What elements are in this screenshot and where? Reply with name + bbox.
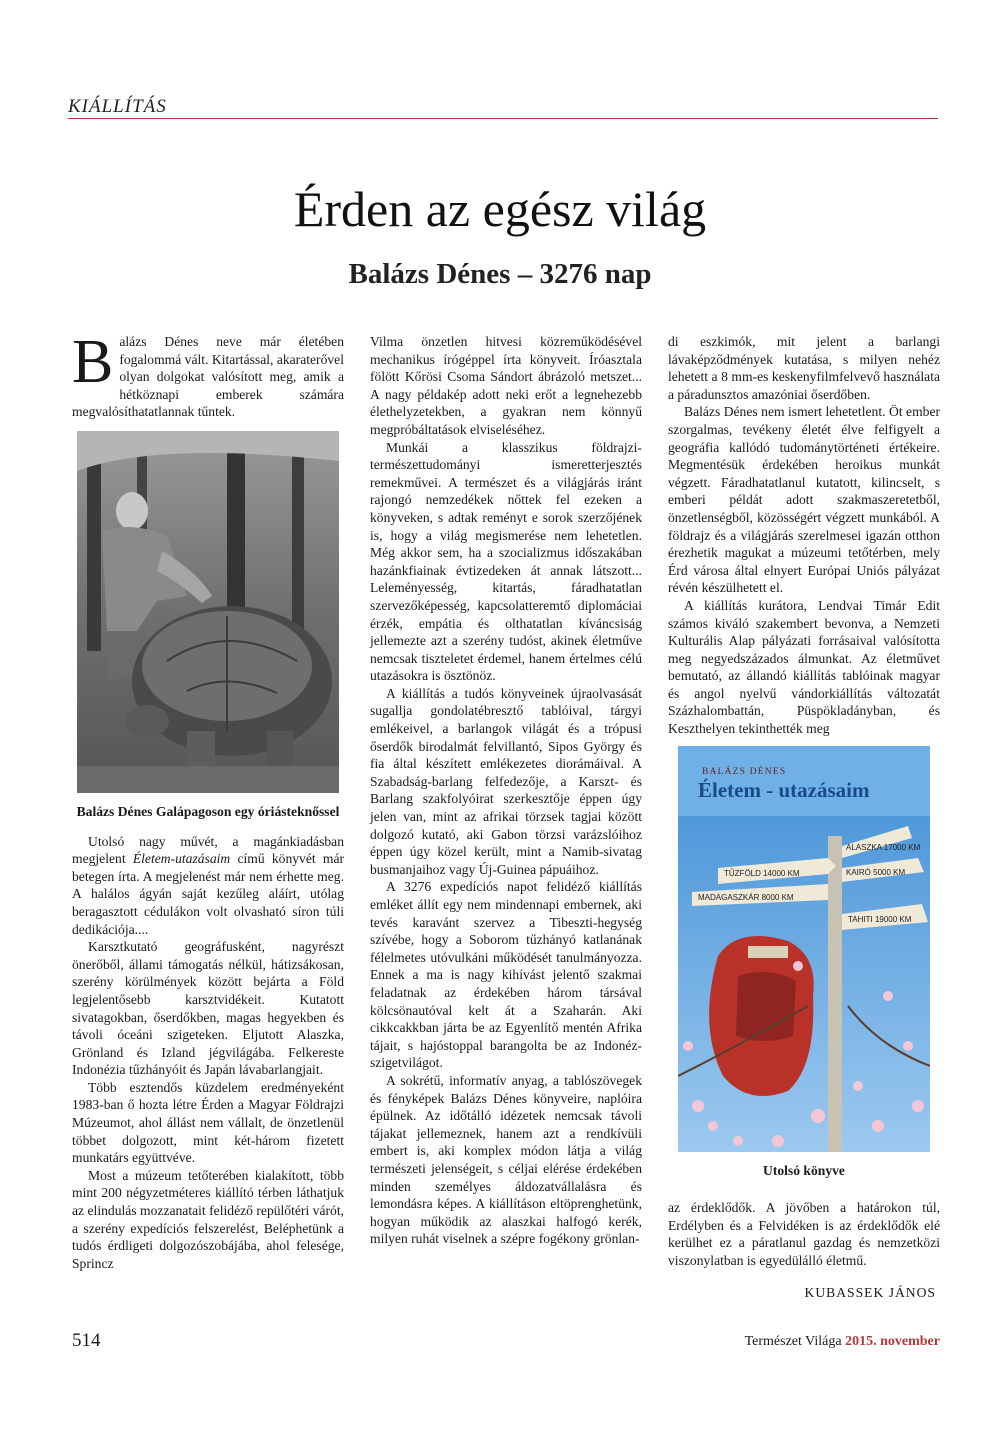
sign-madagaszkar: MADAGASZKÁR 8000 KM [698, 892, 794, 902]
column-3 [668, 333, 940, 1301]
sign-kairo: KAIRÓ 5000 KM [846, 867, 906, 877]
journal-issue: 2015. november [845, 1334, 940, 1349]
paragraph: A kiállítás a tudós könyveinek újraolvasását sugallja gondolatébresztő tablóival, tárgyi emlékeivel, a barlangok világát és a trópusi őserdők birodalmát felvillantó, Sipos György és fia által készített emlékezetes diorámáival. A Szabadság-barlang felfedezője, a Karszt- és Barlang szakfolyóirat szerkesztője éppen úgy jelen van, mint az afrikai törzsek tagjai között dolgozó kutató, aki Gabon törzsi varázslóihoz éppen úgy közel került, mint a Namib-sivatag busmanjaihoz vagy Új-Guinea pápuáihoz. [370, 685, 642, 877]
paragraph: Balázs Dénes nem ismert lehetetlent. Öt ember szorgalmas, tevékeny életét élve felfigyelt a geográfia kallódó tudománytörténeti értékeire. Megmentésük érdekében heroikus munkát végzett. Fáradhatatlanul kutatott, kilincselt, s emberi példát adott szakmaszeretetből, önzetlenségből, közösségért végzett munkából. A földrajz és a világjárás szerelmesei igazán otthon érezhetik magukat a múzeumi tetőtérben, mely Érd városa által elnyert Európai Uniós pályázat révén készülhetett el. [668, 404, 940, 596]
header-rule [68, 118, 938, 119]
photo-caption: Balázs Dénes Galápagoson egy óriásteknőssel [76, 803, 340, 819]
sign-alaszka: ALASZKA 17000 KM [846, 842, 921, 852]
paragraph: az érdeklődők. A jövőben a határokon túl, Erdélyben és a Felvidéken is az érdeklődők elé kerülhet ez a páratlanul gazdag és nemzetközi viszonylatban is egyedülálló életmű. [668, 1200, 940, 1269]
text-run: című könyvét már betegen írta. A megjelenést már nem érhette meg. A halálos ágyán saját kezűleg aláírt, utólag beragasztott cédulákon volt olvasható síron túli dedikációja.... [72, 851, 345, 937]
text-run: Utolsó nagy művét, a magánkiadásban megjelent [72, 833, 344, 867]
intro-paragraph [72, 328, 344, 421]
paragraph: Most a múzeum tetőterében kialakított, több mint 200 négyzetméteres kiállító térben láthatjuk az elindulás mozzanatait felidéző repülőtéri várót, a szerény expedíciós felszerelést, Beléphetünk a tudós érdligeti dolgozószobájába, ahol felesége, Sprincz [72, 1167, 344, 1271]
paragraph [72, 833, 344, 939]
book-cover-image [678, 746, 930, 1152]
journal-name: Természet Világa [744, 1334, 842, 1349]
book-caption: Utolsó könyve [763, 1162, 845, 1178]
column-1 [72, 328, 345, 1272]
book-author: BALÁZS DÉNES [702, 766, 787, 777]
paragraph: Több esztendős küzdelem eredményeként 1983-ban ő hozta létre Érden a Magyar Földrajzi Múzeumot, ahol állást nem vállalt, de önzetlenül többet dolgozott, mint két-három fizetett munkatárs együttvéve. [72, 1079, 344, 1166]
paragraph: A sokrétű, informatív anyag, a tablószövegek és fényképek Balázs Dénes könyveire, naplóira épülnek. Az időtálló idézetek nemcsak távoli tájakat jellemeznek, hanem azt a rendkívüli embert is, aki komplex módon látja a világ természeti jelenségeit, s céljai elérése érdekében minden személyes áldozatvállalásra és lemondásra képes. A kiállításon eltöprenghetünk, hogyan működik az alaszkai halfogó kerék, milyen ruhát viselnek a szépre fogékony grönlan- [370, 1072, 642, 1247]
tortoise-photo-image [77, 431, 339, 793]
article-title: Érden az egész világ [293, 181, 707, 237]
author-signature: KUBASSEK JÁNOS [804, 1284, 936, 1300]
book-cover [678, 746, 930, 1152]
journal-footer [745, 1334, 940, 1350]
page-number: 514 [72, 1330, 101, 1351]
intro-text: alázs Dénes neve már életében fogalommá vált. Kitartással, akaraterővel olyan dolgokat valósított meg, amik a hétköznapi emberek számára megvalósíthatatlannak tűntek. [72, 334, 344, 420]
book-title: Életem - utazásaim [698, 777, 870, 802]
drop-cap: B [72, 328, 114, 396]
sign-tuzfold: TŰZFÖLD 14000 KM [724, 868, 800, 878]
paragraph: Vilma önzetlen hitvesi közreműködésével mechanikus írógéppel írta könyveit. Íróasztala fölött Kőrösi Csoma Sándort ábrázoló metszet... A nagy példakép adott neki erőt a legnehezebb élethelyzetekben, a gyakran nem könnyű megpróbáltatások elviseléséhez. [370, 334, 642, 437]
section-label: KIÁLLÍTÁS [68, 96, 167, 117]
article-subtitle: Balázs Dénes – 3276 nap [348, 258, 652, 290]
paragraph: di eszkimók, mit jelent a barlangi lávaképződmények kutatása, s milyen nehéz lehetett a 8 mm-es keskenyfilmfelvevő használata a páradunsztos amazóniai őserdőben. [668, 334, 940, 402]
paragraph: A 3276 expedíciós napot felidéző kiállítás emléket állít egy nem mindennapi embernek, aki tevés karavánt szervez a Tibeszti-hegység szívébe, hogy a Soborom tűzhányó katlanának félelmetes utóvulkáni működését tanulmányozza. Ennek a ma is nagy kihívást jelentő szakmai feladatnak az érdekében három társával kölcsönautóval kelt át a Szaharán. Aki cikkcakkban járta be az Egyenlítő mentén Afrika tájait, s hajóstoppal barangolta be az Indonéz-szigetvilágot. [370, 879, 642, 1071]
tortoise-photo [77, 431, 339, 793]
book-title-italic: Életem-utazásaim [132, 851, 231, 867]
paragraph: Karsztkutató geográfusként, nagyrészt önerőből, állami támogatás nélkül, hátizsákosan, szerény körülmények között bejárta a Föld legjelentősebb karsztvidékeit. Kutatott sivatagokban, őserdőkben, magas hegyekben és távoli óceáni szigeteken. Eljutott Alaszka, Grönland és Izland jégvilágába. Felkereste Indonézia tűzhányóit és Japán lávabarlangjait. [72, 939, 344, 1078]
sign-tahiti: TAHITI 19000 KM [848, 914, 912, 924]
paragraph: A kiállítás kurátora, Lendvai Timár Edit számos kiváló szakembert bevonva, a Nemzeti Kulturális Alap pályázati forrásaival valósította meg negyedszázados álmunkat. Az életművet bemutató, az állandó kiállítás tablóinak magyar és angol nyelvű vándorkiállítás változatát Százhalombattán, Püspökladányban, és Keszthelyen tekinthették meg [668, 597, 940, 737]
column-2 [370, 333, 642, 1248]
paragraph: Munkái a klasszikus földrajzi-természettudományi ismeretterjesztés remekművei. A természet és a világjárás iránt rajongó nemzedékek nőttek fel ezeken a könyveken, s adtak reményt e sorok szerzőjének is, hogy a világ megismerése nem lehetetlen. Még akkor sem, ha a szocializmus időszakában hazánkfiainak évtizedeken át annak látszott... Leleményesség, kitartás, fáradhatatlan szervezőképesség, kapcsolatteremtő diplomáciai érzék, empátia és olthatatlan kíváncsiság jellemezte azt a szerény tudóst, akinek életműve nemcsak tiszteletet érdemel, hanem értelmes célú utazásokra is ösztönöz. [370, 439, 642, 684]
